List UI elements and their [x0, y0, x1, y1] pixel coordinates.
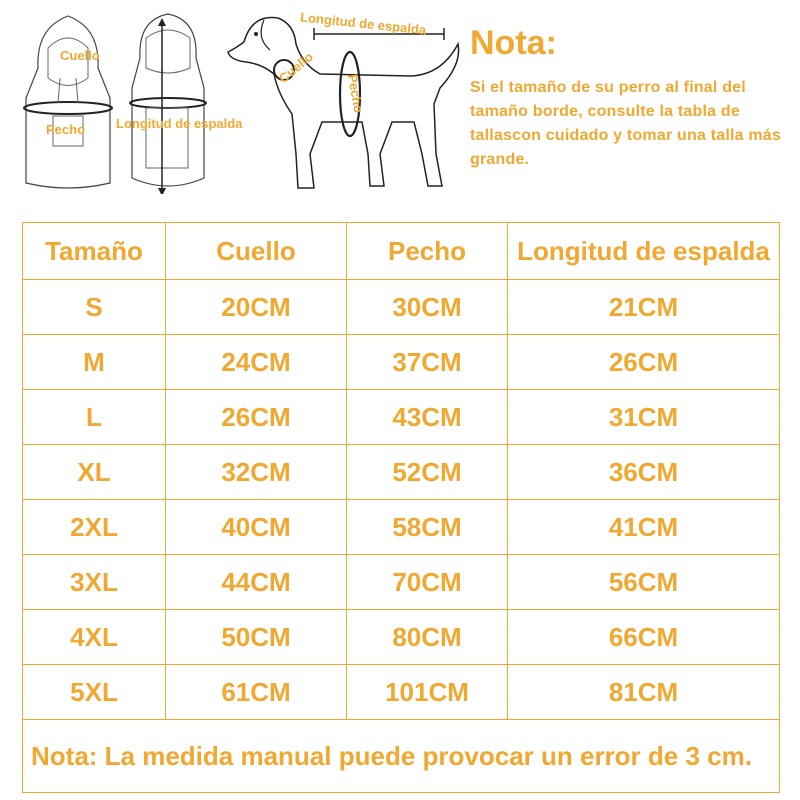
table-row [23, 390, 780, 445]
cell-size: S [23, 280, 166, 335]
cell-size: XL [23, 445, 166, 500]
size-table [22, 222, 780, 793]
header-pecho: Pecho [347, 223, 508, 280]
cell-longitud: 56CM [508, 555, 780, 610]
cell-pecho: 43CM [347, 390, 508, 445]
raincoat-front-illustration [18, 8, 118, 194]
cell-pecho: 101CM [347, 665, 508, 720]
pecho-label-dog: Pecho [344, 72, 367, 115]
longitud-label-left: Longitud de espalda [116, 116, 243, 131]
cell-pecho: 37CM [347, 335, 508, 390]
table-row [23, 665, 780, 720]
raincoat-back-illustration [118, 8, 218, 194]
header-cuello: Cuello [166, 223, 347, 280]
cell-cuello: 44CM [166, 555, 347, 610]
cell-size: 5XL [23, 665, 166, 720]
header-longitud: Longitud de espalda [508, 223, 780, 280]
longitud-label-dog: Longitud de espalda [299, 9, 427, 38]
cell-longitud: 81CM [508, 665, 780, 720]
cell-longitud: 66CM [508, 610, 780, 665]
cuello-label-left: Cuello [60, 48, 100, 63]
cell-longitud: 21CM [508, 280, 780, 335]
cell-cuello: 50CM [166, 610, 347, 665]
footer-note: Nota: La medida manual puede provocar un error de 3 cm. [23, 720, 780, 793]
cell-pecho: 58CM [347, 500, 508, 555]
table-footer-row [23, 720, 780, 793]
cell-pecho: 30CM [347, 280, 508, 335]
table-row [23, 280, 780, 335]
cell-pecho: 70CM [347, 555, 508, 610]
cell-longitud: 26CM [508, 335, 780, 390]
header-tamano: Tamaño [23, 223, 166, 280]
cuello-label-dog: Cuello [275, 48, 316, 87]
table-row [23, 555, 780, 610]
table-row [23, 335, 780, 390]
cell-cuello: 24CM [166, 335, 347, 390]
cell-longitud: 41CM [508, 500, 780, 555]
cell-longitud: 31CM [508, 390, 780, 445]
cell-cuello: 40CM [166, 500, 347, 555]
cell-size: 3XL [23, 555, 166, 610]
cell-pecho: 80CM [347, 610, 508, 665]
cell-size: 4XL [23, 610, 166, 665]
cell-size: M [23, 335, 166, 390]
cell-cuello: 26CM [166, 390, 347, 445]
table-header-row [23, 223, 780, 280]
nota-text: Si el tamaño de su perro al final del tamaño borde, consulte la tabla de tallascon cuidado y tomar una talla más grande. [470, 79, 782, 168]
cell-cuello: 20CM [166, 280, 347, 335]
pecho-label-left: Pecho [46, 122, 86, 137]
table-row [23, 445, 780, 500]
table-row [23, 610, 780, 665]
table-row [23, 500, 780, 555]
cell-cuello: 61CM [166, 665, 347, 720]
cell-longitud: 36CM [508, 445, 780, 500]
cell-pecho: 52CM [347, 445, 508, 500]
cell-cuello: 32CM [166, 445, 347, 500]
cell-size: L [23, 390, 166, 445]
dog-illustration [222, 4, 462, 196]
nota-title: Nota: [470, 24, 557, 62]
cell-size: 2XL [23, 500, 166, 555]
